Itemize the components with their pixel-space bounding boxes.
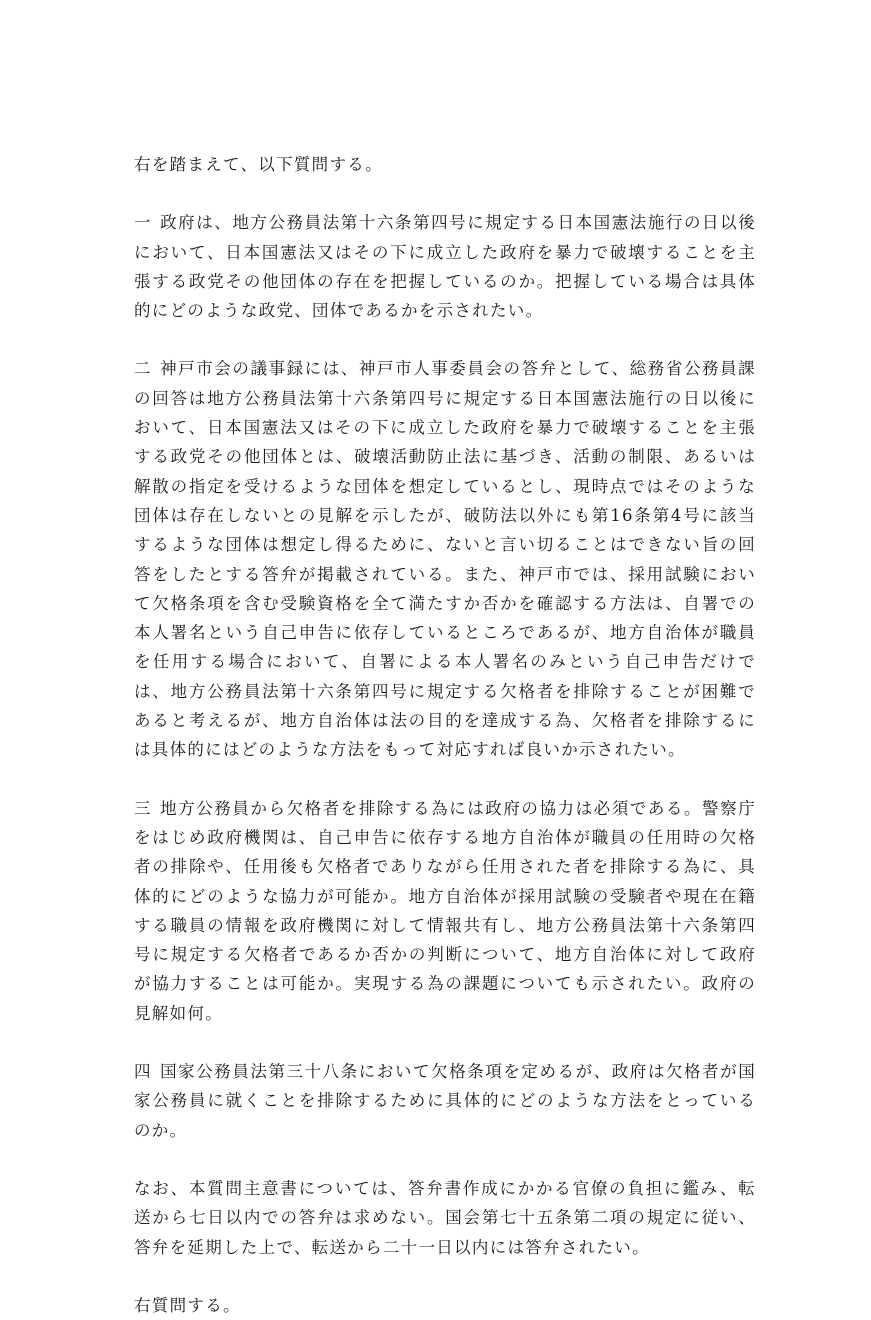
question-1 — [134, 208, 756, 325]
closing-paragraph — [134, 1291, 756, 1320]
question-number: 四 — [134, 1062, 153, 1082]
question-text: 神戸市会の議事録には、神戸市人事委員会の答弁として、総務省公務員課の回答は地方公務員法第十六条第四号に規定する日本国憲法施行の日以後において、日本国憲法又はその下に成立した政府を暴力で破壊することを主張する政党その他団体とは、破壊活動防止法に基づき、活動の制限、あるいは解散の指定を受けるような団体を想定しているとし、現時点ではそのような団体は存在しないとの見解を示したが、破防法以外にも第16条第4号に該当するような団体は想定し得るために、ないと言い切ることはできない旨の回答をしたとする答弁が掲載されている。また、神戸市では、採用試験において欠格条項を含む受験資格を全て満たすか否かを確認する方法は、自署での本人署名という自己申告に依存しているところであるが、地方自治体が職員を任用する場合において、自署による本人署名のみという自己申告だけでは、地方公務員法第十六条第四号に規定する欠格者を排除することが困難であると考えるが、地方自治体は法の目的を達成する為、欠格者を排除するには具体的にはどのような方法をもって対応すれば良いか示されたい。 — [134, 359, 756, 760]
question-text: 国家公務員法第三十八条において欠格条項を定めるが、政府は欠格者が国家公務員に就くことを排除するために具体的にどのような方法をとっているのか。 — [134, 1062, 756, 1140]
intro-paragraph — [134, 150, 756, 179]
question-number: 一 — [134, 213, 153, 233]
question-text: 政府は、地方公務員法第十六条第四号に規定する日本国憲法施行の日以後において、日本国憲法又はその下に成立した政府を暴力で破壊することを主張する政党その他団体の存在を把握しているのか。把握している場合は具体的にどのような政党、団体であるかを示されたい。 — [134, 213, 756, 321]
question-2 — [134, 354, 756, 764]
question-3 — [134, 794, 756, 1028]
question-text: 地方公務員から欠格者を排除する為には政府の協力は必須である。警察庁をはじめ政府機関は、自己申告に依存する地方自治体が職員の任用時の欠格者の排除や、任用後も欠格者でありながら任用された者を排除する為に、具体的にどのような協力が可能か。地方自治体が採用試験の受験者や現在在籍する職員の情報を政府機関に対して情報共有し、地方公務員法第十六条第四号に規定する欠格者であるか否かの判断について、地方自治体に対して政府が協力することは可能か。実現する為の課題についても示されたい。政府の見解如何。 — [134, 798, 756, 1023]
document-body — [134, 150, 756, 1320]
closing-text: 右質問する。 — [134, 1295, 241, 1315]
question-4 — [134, 1057, 756, 1145]
note-text: なお、本質問主意書については、答弁書作成にかかる官僚の負担に鑑み、転送から七日以内での答弁は求めない。国会第七十五条第二項の規定に従い、答弁を延期した上で、転送から二十一日以内には答弁されたい。 — [134, 1178, 756, 1257]
note-paragraph — [134, 1174, 756, 1262]
question-number: 二 — [134, 359, 153, 379]
question-number: 三 — [134, 798, 153, 818]
intro-text: 右を踏まえて、以下質問する。 — [134, 155, 383, 174]
